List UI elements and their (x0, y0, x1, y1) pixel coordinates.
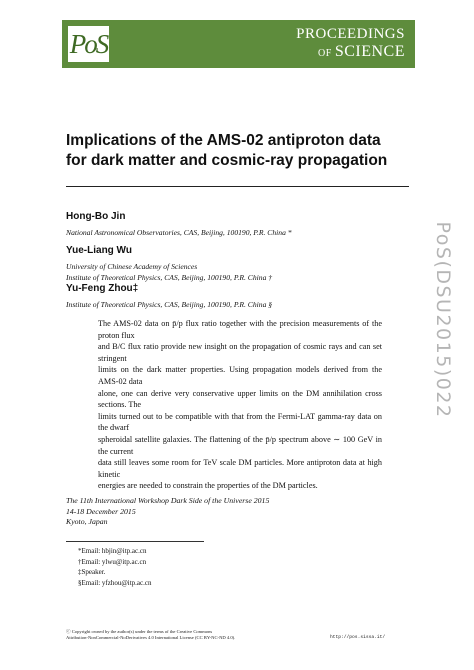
pos-side-identifier: PoS(DSU2015)022 (432, 221, 454, 419)
banner-text (296, 26, 405, 62)
author-name: Yu-Feng Zhou‡ (66, 283, 139, 294)
conference-dates: 14-18 December 2015 (66, 506, 136, 516)
abstract (98, 318, 382, 492)
footnote: §Email: yfzhou@itp.ac.cn (78, 578, 152, 587)
footnote: ‡Speaker. (78, 568, 106, 577)
author-affiliation: National Astronomical Observatories, CAS, Beijing, 100190, P.R. China * (66, 228, 292, 237)
footnotes (78, 546, 152, 588)
footnote: *Email: hbjin@itp.ac.cn (78, 547, 147, 555)
pos-logo: PoS (68, 26, 109, 62)
copyright-notice (66, 629, 326, 641)
conference-name: The 11th International Workshop Dark Side of the Universe 2015 (66, 496, 270, 505)
author-affiliation: Institute of Theoretical Physics, CAS, Beijing, 100190, P.R. China § (66, 300, 273, 309)
banner-science: SCIENCE (334, 43, 405, 60)
banner-proceedings: PROCEEDINGS (296, 26, 405, 42)
author-affiliation: University of Chinese Academy of Sciences (66, 262, 198, 271)
abstract-line: spheroidal satellite galaxies. The flattening of the p̄/p spectrum above ∼ 100 GeV in the current (98, 434, 382, 456)
footnote-rule (66, 541, 204, 542)
abstract-line: The AMS-02 data on p̄/p flux ratio together with the precision measurements of the proton flux (98, 319, 382, 340)
abstract-line: energies are needed to constrain the properties of the DM particles. (98, 481, 318, 491)
abstract-line: limits turned out to be compatible with that from the Fermi-LAT gamma-ray data on the dwarf (98, 411, 382, 433)
pos-banner (62, 20, 415, 68)
paper-title: Implications of the AMS-02 antiproton data for dark matter and cosmic-ray propagation (66, 132, 388, 169)
conference-info (66, 496, 269, 528)
abstract-line: alone, one can derive very conservative upper limits on the DM annihilation cross sections. The (98, 388, 382, 410)
copyright-line: ⓒ Copyright owned by the author(s) under the terms of the Creative Commons (66, 629, 213, 634)
copyright-line: Attribution-NonCommercial-NoDerivatives 4.0 International License (CC BY-NC-ND 4.0). (66, 635, 236, 640)
banner-of: OF (318, 48, 332, 59)
author-name: Yue-Liang Wu (66, 245, 132, 256)
author-affiliation: Institute of Theoretical Physics, CAS, Beijing, 100190, P.R. China † (66, 273, 273, 282)
abstract-line: limits on the dark matter properties. Using propagation models derived from the AMS-02 data (98, 365, 382, 386)
footnote: †Email: ylwu@itp.ac.cn (78, 557, 147, 566)
author-name: Hong-Bo Jin (66, 211, 126, 222)
pos-url[interactable]: http://pos.sissa.it/ (330, 635, 386, 640)
banner-science-line (296, 43, 405, 62)
abstract-line: data still leaves some room for TeV scale DM particles. More antiproton data at high kinetic (98, 458, 382, 479)
abstract-line: and B/C flux ratio provide new insight on the propagation of cosmic rays and can set stringent (98, 342, 382, 363)
conference-location: Kyoto, Japan (66, 517, 108, 526)
title-rule (66, 186, 409, 187)
